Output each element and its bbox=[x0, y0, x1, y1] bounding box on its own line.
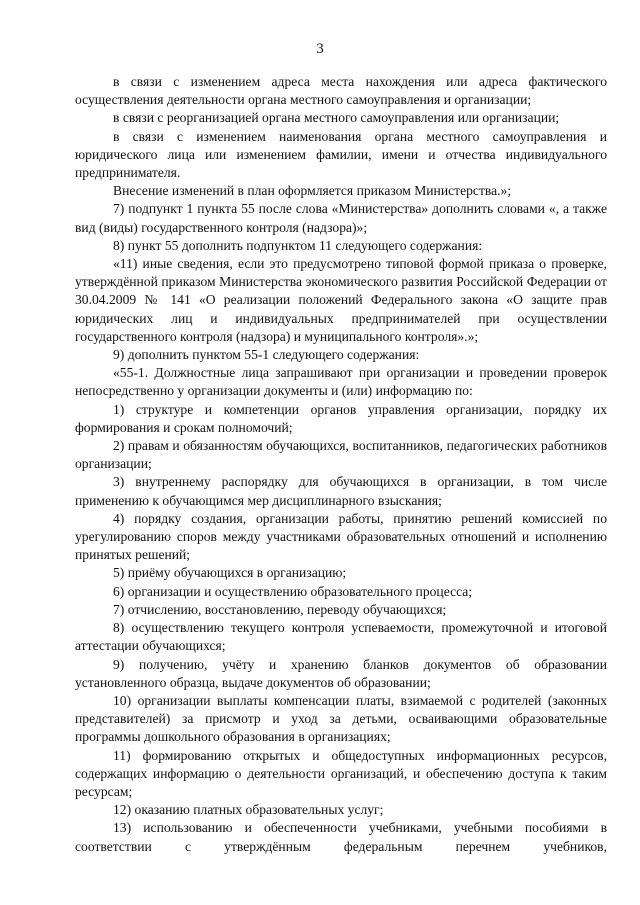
list-item: 13) использованию и обеспеченности учебниками, учебными пособиями в соответствии с утверждённым федеральным перечнем учебников, bbox=[75, 820, 607, 854]
paragraph: 9) дополнить пунктом 55-1 следующего содержания: bbox=[113, 347, 420, 363]
list-item: 7) отчислению, восстановлению, переводу обучающихся; bbox=[113, 601, 447, 617]
paragraph: 8) пункт 55 дополнить подпунктом 11 следующего содержания: bbox=[113, 237, 483, 253]
list-item: 4) порядку создания, организации работы, принятию решений комиссией по урегулированию споров между участниками образовательных отношений и исполнению принятых решений; bbox=[75, 510, 607, 563]
list-item: 8) осуществлению текущего контроля успеваемости, промежуточной и итоговой аттестации обучающихся; bbox=[75, 620, 607, 654]
paragraph: в связи с изменением наименования органа местного самоуправления и юридического лица или изменением фамилии, имени и отчества индивидуального предпринимателя. bbox=[75, 128, 607, 181]
paragraph: «55-1. Должностные лица запрашивают при организации и проведении проверок непосредственно у организации документы и (или) информацию по: bbox=[75, 365, 607, 399]
paragraph: в связи с изменением адреса места нахождения или адреса фактического осуществления деятельности органа местного самоуправления и организации; bbox=[75, 74, 607, 108]
paragraph: «11) иные сведения, если это предусмотрено типовой формой приказа о проверке, утверждённой приказом Министерства экономического развития Российской Федерации от 30.04.2009 № 141 «О реализации положений Федерального закона «О защите прав юридических лиц и индивидуальных предпринимателей при осуществлении государственного контроля (надзора) и муниципального контроля».»; bbox=[75, 256, 607, 344]
list-item: 2) правам и обязанностям обучающихся, воспитанников, педагогических работников организации; bbox=[75, 438, 607, 472]
paragraph: в связи с реорганизацией органа местного самоуправления или организации; bbox=[113, 110, 560, 126]
list-item: 3) внутреннему распорядку для обучающихся в организации, в том числе применению к обучающимся мер дисциплинарного взыскания; bbox=[75, 474, 607, 508]
page-number: 3 bbox=[316, 41, 324, 57]
list-item: 6) организации и осуществлению образовательного процесса; bbox=[113, 583, 473, 599]
list-item: 12) оказанию платных образовательных услуг; bbox=[113, 802, 384, 818]
list-item: 11) формированию открытых и общедоступных информационных ресурсов, содержащих информацию о деятельности организаций, и обеспечению доступа к таким ресурсам; bbox=[75, 747, 607, 799]
document-body bbox=[75, 73, 607, 856]
list-item: 9) получению, учёту и хранению бланков документов об образовании установленного образца, выдаче документов об образовании; bbox=[75, 656, 607, 690]
list-item: 5) приёму обучающихся в организацию; bbox=[113, 565, 347, 581]
list-item: 10) организации выплаты компенсации платы, взимаемой с родителей (законных представителей) за присмотр и уход за детьми, осваивающими образовательные программы дошкольного образования в организациях; bbox=[75, 692, 607, 745]
paragraph: Внесение изменений в план оформляется приказом Министерства.»; bbox=[113, 183, 512, 199]
paragraph: 7) подпункт 1 пункта 55 после слова «Министерства» дополнить словами «, а также вид (виды) государственного контроля (надзора)»; bbox=[75, 201, 607, 235]
list-item: 1) структуре и компетенции органов управления организации, порядку их формирования и срокам полномочий; bbox=[75, 401, 607, 435]
